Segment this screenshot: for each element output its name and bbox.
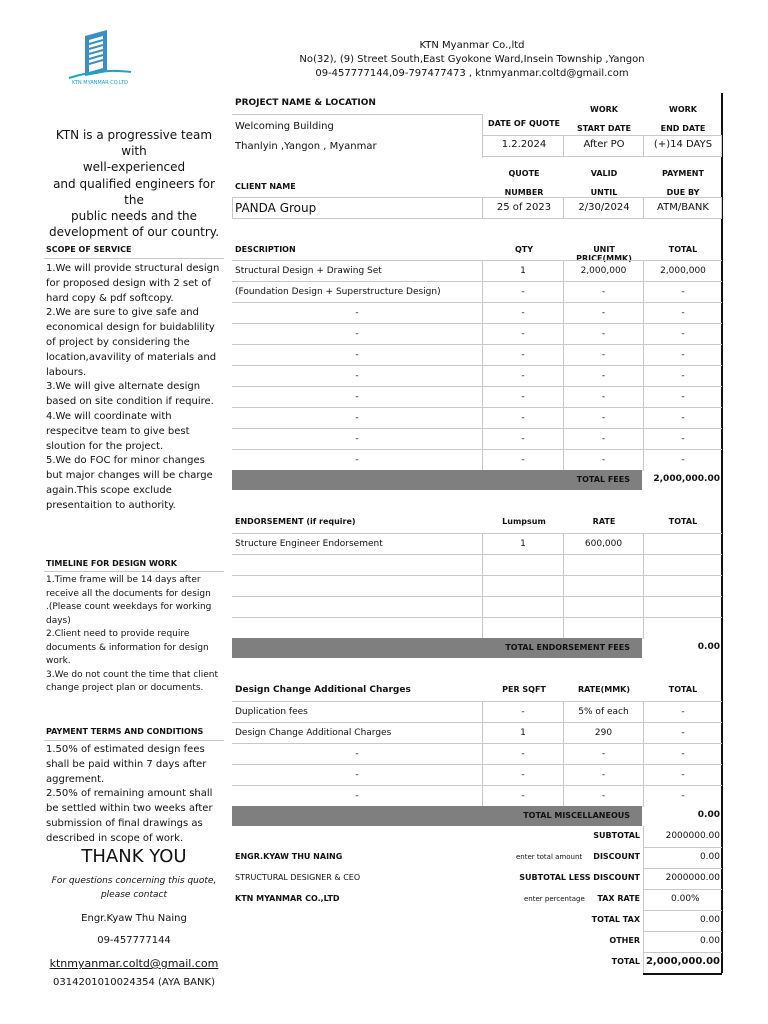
- cell-rate: -: [563, 429, 643, 450]
- endorse-col-rate: RATE: [592, 517, 616, 526]
- endorse-col-description: ENDORSEMENT (if require): [235, 517, 356, 526]
- timeline-line: 2.Client need to provide require: [46, 629, 190, 639]
- scope-line: for proposed design with 2 set of: [46, 277, 212, 289]
- payment-line: described in scope of work.: [46, 832, 184, 844]
- timeline-line: .(Please count weekdays for working: [46, 602, 212, 612]
- payment-line: 1.50% of estimated design fees: [46, 744, 205, 755]
- work-end-label-2: END DATE: [660, 124, 706, 133]
- total-misc-value: 0.00: [697, 810, 720, 820]
- cell-qty: -: [482, 408, 563, 429]
- timeline-line: change project plan or documents.: [46, 683, 204, 693]
- scope-line: location,avavility of materials and: [46, 351, 217, 363]
- table-row: [232, 722, 722, 744]
- table-row: [232, 743, 722, 765]
- client-label: CLIENT NAME: [235, 182, 296, 191]
- questions-note: [44, 874, 224, 902]
- cell-rate: -: [563, 303, 643, 324]
- valid-until: 2/30/2024: [578, 202, 630, 213]
- cell-qty: [482, 576, 563, 597]
- scope-line: 2.We are sure to give safe and: [46, 307, 199, 319]
- total-fees-value: 2,000,000.00: [653, 474, 720, 484]
- payment-terms-text: [46, 743, 226, 847]
- cell-total: -: [643, 408, 722, 429]
- date-of-quote-label: DATE OF QUOTE: [488, 119, 560, 128]
- table-row: [232, 260, 722, 282]
- subtotal-value: 2000000.00: [665, 831, 720, 841]
- table-row: [232, 344, 722, 366]
- payment-line: be settled within two weeks after: [46, 803, 213, 815]
- table-row: [232, 575, 722, 597]
- cell-description: -: [355, 434, 359, 444]
- cell-description: -: [355, 371, 359, 381]
- cell-qty: -: [482, 744, 563, 765]
- scope-line: 4.We will coordinate with: [46, 410, 172, 422]
- endorse-col-total: TOTAL: [668, 517, 698, 526]
- project-label: PROJECT NAME & LOCATION: [235, 98, 376, 108]
- cell-rate: -: [563, 408, 643, 429]
- cell-description: -: [355, 413, 359, 423]
- work-start: After PO: [583, 139, 625, 150]
- cell-total: -: [643, 324, 722, 345]
- cell-description: [232, 618, 482, 639]
- date-of-quote: 1.2.2024: [501, 139, 547, 150]
- contact-phone: 09-457777144: [97, 935, 171, 946]
- cell-total: -: [643, 765, 722, 786]
- cell-total: [643, 555, 722, 576]
- cell-qty: -: [482, 786, 563, 807]
- contact-name: Engr.Kyaw Thu Naing: [81, 913, 187, 924]
- table-row: [232, 407, 722, 429]
- questions-line: For questions concerning this quote,: [51, 876, 217, 886]
- payment-due: ATM/BANK: [657, 202, 709, 213]
- cell-rate: -: [563, 450, 643, 471]
- subtotal-label: SUBTOTAL: [593, 831, 640, 840]
- scope-line: but major changes will be charge: [46, 470, 213, 482]
- cell-rate: 600,000: [563, 534, 643, 555]
- cell-description: Structural Design + Drawing Set: [235, 266, 382, 276]
- cell-rate: [563, 576, 643, 597]
- cell-total: -: [643, 429, 722, 450]
- design-col-unit-price: UNIT PRICE(MMK): [576, 245, 632, 263]
- cell-qty: 1: [482, 534, 563, 555]
- signer-company: KTN MYANMAR CO.,LTD: [235, 894, 340, 903]
- signer-name: ENGR.KYAW THU NAING: [235, 852, 343, 861]
- cell-description: -: [355, 749, 359, 759]
- timeline-line: 3.We do not count the time that client: [46, 669, 218, 680]
- company-contact: 09-457777144,09-797477473 , ktnmyanmar.coltd@gmail.com: [315, 68, 629, 79]
- thank-you: THANK YOU: [81, 846, 187, 867]
- cell-rate: -: [563, 366, 643, 387]
- cell-total: -: [643, 786, 722, 807]
- cell-description: -: [355, 791, 359, 801]
- cell-rate: -: [563, 324, 643, 345]
- cell-rate: [563, 555, 643, 576]
- cell-qty: -: [482, 702, 563, 723]
- cell-rate: 2,000,000: [563, 261, 643, 282]
- scope-line: 5.We do FOC for minor changes: [46, 455, 205, 467]
- design-col-total: TOTAL: [668, 245, 698, 254]
- design-col-qty: QTY: [514, 245, 534, 254]
- cell-total: -: [643, 303, 722, 324]
- table-row: [232, 764, 722, 786]
- design-col-description: DESCRIPTION: [235, 245, 296, 254]
- total-endorsement-value: 0.00: [697, 642, 720, 652]
- cell-rate: -: [563, 786, 643, 807]
- bank-account: 0314201010024354 (AYA BANK): [53, 977, 215, 988]
- cell-description: Duplication fees: [235, 707, 308, 717]
- cell-description: [232, 597, 482, 618]
- table-row: [232, 533, 722, 555]
- timeline-line: days): [46, 615, 71, 626]
- timeline-text: [46, 574, 226, 696]
- tagline-line: KTN is a progressive team with: [55, 128, 213, 159]
- table-row: [232, 701, 722, 723]
- timeline-line: work.: [46, 656, 71, 666]
- table-row: [232, 617, 722, 639]
- cell-description: [232, 576, 482, 597]
- table-row: [232, 449, 722, 471]
- tax-hint: enter percentage: [524, 895, 585, 903]
- company-name: KTN Myanmar Co.,ltd: [419, 40, 525, 51]
- change-col-rate: RATE(MMK): [577, 685, 631, 694]
- subtotal-less-discount-value: 2000000.00: [665, 873, 720, 883]
- payment-line: aggrement.: [46, 773, 105, 785]
- payment-label-2: DUE BY: [666, 188, 700, 197]
- table-row: [232, 785, 722, 807]
- questions-line: please contact: [100, 890, 168, 900]
- cell-description: Structure Engineer Endorsement: [235, 539, 383, 549]
- grand-total-value: 2,000,000.00: [645, 956, 720, 967]
- quote-label-1: QUOTE: [508, 169, 540, 178]
- cell-total: [643, 597, 722, 618]
- scope-line: of project by considering the: [46, 336, 190, 348]
- timeline-title: TIMELINE FOR DESIGN WORK: [46, 559, 177, 568]
- scope-line: economical design for buidablility: [46, 322, 215, 334]
- work-start-label-1: WORK: [590, 105, 618, 114]
- cell-total: [643, 576, 722, 597]
- cell-total: -: [643, 450, 722, 471]
- cell-description: (Foundation Design + Superstructure Design): [235, 287, 441, 297]
- cell-total: [643, 534, 722, 555]
- cell-rate: [563, 597, 643, 618]
- project-name: Welcoming Building: [235, 121, 334, 132]
- tax-rate-value[interactable]: 0.00%: [671, 894, 700, 904]
- table-row: [232, 323, 722, 345]
- cell-qty: -: [482, 303, 563, 324]
- cell-total: -: [643, 282, 722, 303]
- scope-line: sloution for the project.: [46, 440, 164, 452]
- change-col-total: TOTAL: [668, 685, 698, 694]
- cell-description: -: [355, 329, 359, 339]
- work-end-label-1: WORK: [669, 105, 697, 114]
- tagline-line: public needs and the: [70, 208, 198, 223]
- cell-rate: -: [563, 387, 643, 408]
- table-row: [232, 281, 722, 303]
- cell-description: -: [355, 392, 359, 402]
- timeline-line: documents & information for design: [46, 642, 209, 653]
- work-end: (+)14 DAYS: [653, 139, 713, 150]
- tagline-line: development of our country.: [48, 225, 220, 240]
- payment-line: submission of final drawings as: [46, 817, 203, 829]
- cell-description: [232, 555, 482, 576]
- cell-total: -: [643, 723, 722, 744]
- scope-line: labours.: [46, 366, 87, 378]
- work-start-label: [564, 100, 644, 138]
- table-row: [232, 596, 722, 618]
- company-tagline: [44, 127, 224, 240]
- quote-number: 25 of 2023: [496, 202, 552, 213]
- cell-description: -: [355, 455, 359, 465]
- table-row: [232, 428, 722, 450]
- payment-line: 2.50% of remaining amount shall: [46, 788, 213, 800]
- payment-line: shall be paid within 7 days after: [46, 758, 207, 770]
- cell-qty: [482, 597, 563, 618]
- logo-text: KTN MYANMAR CO.LTD: [71, 80, 129, 86]
- cell-qty: [482, 555, 563, 576]
- cell-total: 2,000,000: [643, 261, 722, 282]
- client-name: PANDA Group: [235, 201, 317, 215]
- cell-rate: -: [563, 744, 643, 765]
- cell-qty: -: [482, 324, 563, 345]
- tax-rate-label: TAX RATE: [597, 894, 640, 903]
- timeline-line: receive all the documents for design: [46, 588, 211, 599]
- scope-line: again.This scope exclude: [46, 484, 172, 496]
- scope-text: [46, 262, 226, 514]
- cell-description: -: [355, 770, 359, 780]
- cell-total: -: [643, 345, 722, 366]
- scope-line: respecitve team to give best: [46, 425, 190, 437]
- cell-rate: -: [563, 765, 643, 786]
- other-label: OTHER: [609, 936, 640, 945]
- cell-rate: -: [563, 282, 643, 303]
- contact-email-link[interactable]: ktnmyanmar.coltd@gmail.com: [49, 957, 219, 970]
- total-tax-label: TOTAL TAX: [591, 915, 640, 924]
- work-end-label: [644, 100, 722, 138]
- timeline-line: 1.Time frame will be 14 days after: [46, 575, 201, 585]
- table-row: [232, 365, 722, 387]
- tagline-line: and qualified engineers for the: [53, 176, 215, 207]
- cell-description: -: [355, 308, 359, 318]
- cell-qty: [482, 618, 563, 639]
- table-row: [232, 554, 722, 576]
- cell-total: [643, 618, 722, 639]
- grand-total-label: TOTAL: [611, 957, 640, 966]
- signer-title: STRUCTURAL DESIGNER & CEO: [235, 873, 361, 882]
- discount-hint: enter total amount: [516, 853, 583, 861]
- cell-rate: 5% of each: [563, 702, 643, 723]
- discount-label: DISCOUNT: [593, 852, 640, 861]
- cell-total: -: [643, 744, 722, 765]
- other-value: 0.00: [699, 936, 720, 946]
- scope-line: based on site condition if require.: [46, 396, 214, 408]
- cell-description: -: [355, 350, 359, 360]
- cell-qty: -: [482, 366, 563, 387]
- cell-qty: 1: [482, 261, 563, 282]
- endorse-col-lumpsum: Lumpsum: [502, 517, 546, 526]
- cell-rate: 290: [563, 723, 643, 744]
- cell-total: -: [643, 366, 722, 387]
- cell-total: -: [643, 387, 722, 408]
- valid-label-2: UNTIL: [590, 188, 618, 197]
- cell-rate: -: [563, 345, 643, 366]
- cell-qty: -: [482, 450, 563, 471]
- valid-label-1: VALID: [590, 169, 618, 178]
- cell-total: -: [643, 702, 722, 723]
- total-misc-label: TOTAL MISCELLANEOUS: [523, 811, 630, 820]
- cell-rate: [563, 618, 643, 639]
- cell-qty: -: [482, 345, 563, 366]
- cell-qty: -: [482, 282, 563, 303]
- tagline-line: well-experienced: [82, 160, 186, 175]
- work-start-label-2: START DATE: [577, 124, 631, 133]
- table-row: [232, 302, 722, 324]
- total-fees-label: TOTAL FEES: [576, 475, 630, 484]
- scope-line: 3.We will give alternate design: [46, 381, 201, 393]
- table-row: [232, 386, 722, 408]
- cell-qty: -: [482, 387, 563, 408]
- scope-line: hard copy & pdf softcopy.: [46, 292, 174, 304]
- subtotal-less-discount-label: SUBTOTAL LESS DISCOUNT: [519, 873, 640, 882]
- quote-label-2: NUMBER: [504, 188, 544, 197]
- scope-line: 1.We will provide structural design: [46, 263, 220, 274]
- change-col-description: Design Change Additional Charges: [235, 685, 411, 695]
- project-location: Thanlyin ,Yangon , Myanmar: [235, 141, 377, 152]
- payment-terms-title: PAYMENT TERMS AND CONDITIONS: [46, 727, 204, 736]
- scope-title: SCOPE OF SERVICE: [46, 245, 132, 254]
- total-endorsement-label: TOTAL ENDORSEMENT FEES: [505, 643, 630, 652]
- scope-line: presentaition to authority.: [46, 499, 176, 511]
- change-col-per-sqft: PER SQFT: [502, 685, 546, 694]
- company-address: No(32), (9) Street South,East Gyokone Ward,Insein Township ,Yangon: [299, 54, 645, 65]
- cell-description: Design Change Additional Charges: [235, 728, 392, 738]
- payment-label-1: PAYMENT: [662, 169, 704, 178]
- cell-qty: -: [482, 765, 563, 786]
- cell-qty: 1: [482, 723, 563, 744]
- total-tax-value: 0.00: [699, 915, 720, 925]
- cell-qty: -: [482, 429, 563, 450]
- discount-value[interactable]: 0.00: [699, 852, 720, 862]
